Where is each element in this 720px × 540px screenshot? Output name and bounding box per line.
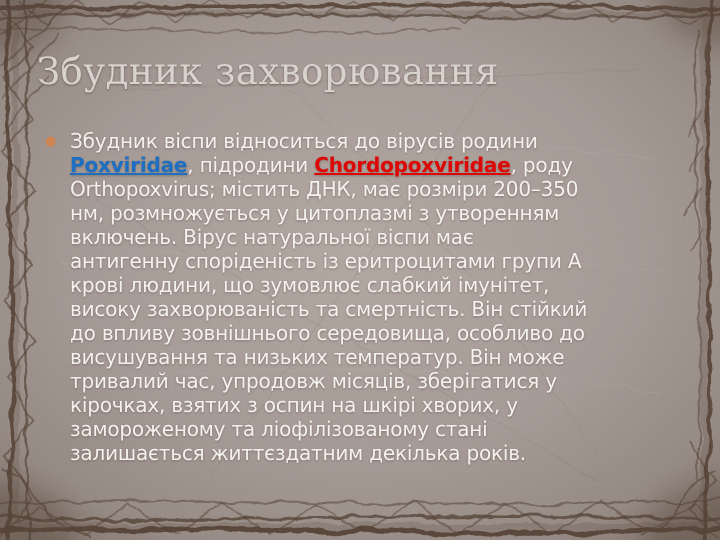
body-line: включень. Вірус натуральної віспи має	[70, 225, 474, 249]
body-line: висушування та низьких температур. Він може	[70, 345, 565, 369]
slide-title: Збудник захворювання	[37, 50, 499, 93]
body-line: тривалий час, упродовж місяців, зберігатися у	[70, 369, 557, 393]
body-line: антигенну споріденість із еритроцитами групи А	[70, 249, 582, 273]
body-line-text: Збудник віспи відноситься до вірусів родини	[70, 129, 538, 153]
body-line: крові людини, що зумовлює слабкий імунітет,	[70, 273, 550, 297]
body-line: замороженому та ліофілізованому стані	[70, 417, 488, 441]
body-line	[45, 129, 682, 153]
body-line: до впливу зовнішнього середовища, особливо до	[70, 321, 585, 345]
link-chordopoxviridae[interactable]: Chordopoxviridae	[314, 153, 511, 177]
body-line: нм, розмножується у цитоплазмі з утворенням	[70, 201, 560, 225]
body-line: залишається життєздатним декілька років.	[70, 441, 526, 465]
body-line: високу захворюваність та смертність. Він стійкий	[70, 297, 588, 321]
link-poxviridae[interactable]: Poxviridae	[70, 153, 188, 177]
body-line: Orthopoxvirus; містить ДНК, має розміри 200–350	[70, 177, 579, 201]
body-text-block	[45, 129, 682, 465]
body-line-text: , роду	[510, 153, 573, 177]
body-line-text: , підродини	[187, 153, 315, 177]
body-line: кірочках, взятих з оспин на шкірі хворих, у	[70, 393, 518, 417]
bullet-icon: ●	[45, 134, 57, 149]
body-line	[70, 153, 682, 177]
